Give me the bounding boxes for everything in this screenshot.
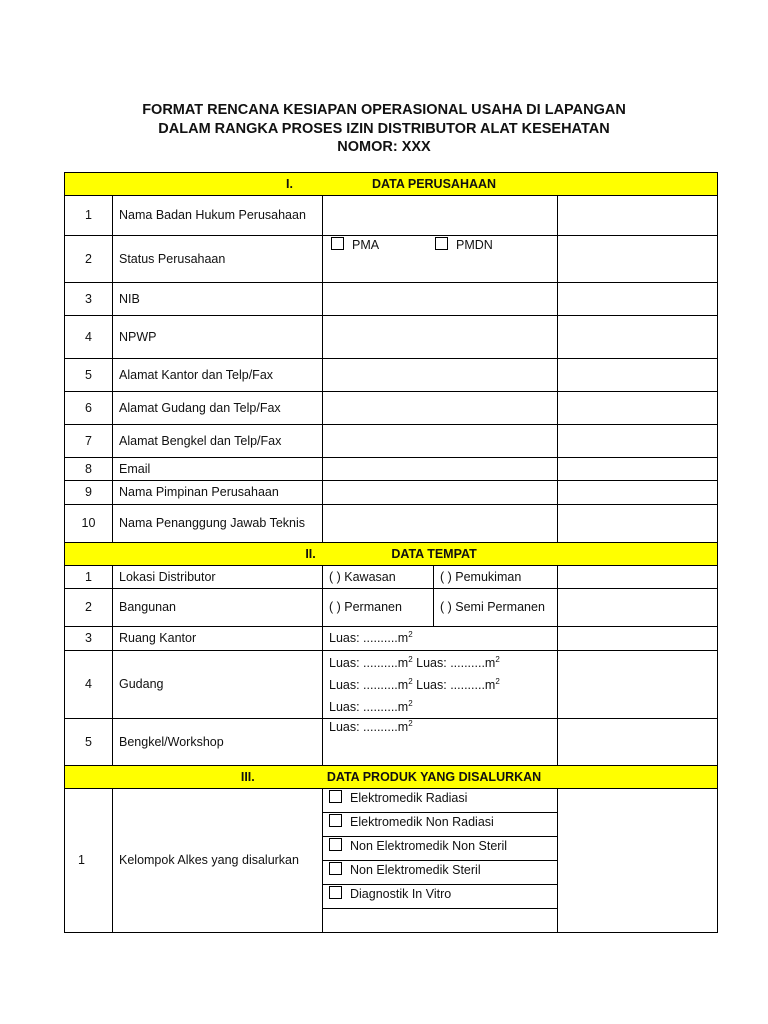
notes-cell[interactable] [558,627,718,651]
notes-cell[interactable] [558,481,718,505]
superscript: 2 [495,676,500,686]
superscript: 2 [408,719,413,728]
row-number: 3 [65,283,113,316]
option-label: Elektromedik Non Radiasi [350,815,494,829]
notes-cell[interactable] [558,425,718,458]
section-number: I. [285,176,293,191]
table-row [65,236,718,283]
row-label: Status Perusahaan [113,236,323,283]
row-number: 1 [65,196,113,236]
option-label: Diagnostik In Vitro [350,887,452,901]
section-title: DATA PERUSAHAAN [371,176,497,191]
notes-cell[interactable] [558,566,718,589]
notes-cell[interactable] [558,505,718,543]
row-number: 4 [65,651,113,719]
table-row [65,316,718,359]
table-row [65,651,718,719]
option-label: Elektromedik Radiasi [350,791,468,805]
table-row [65,719,718,766]
table-row [65,392,718,425]
input-cell[interactable] [323,505,558,543]
input-cell[interactable] [323,425,558,458]
row-number: 1 [65,566,113,589]
input-cell[interactable] [323,909,558,933]
section-number: II. [305,546,316,561]
row-label: Email [113,458,323,481]
row-label: NPWP [113,316,323,359]
row-label: Bengkel/Workshop [113,719,323,766]
notes-cell[interactable] [558,359,718,392]
notes-cell[interactable] [558,589,718,627]
notes-cell[interactable] [558,236,718,283]
luas-field[interactable] [323,719,558,766]
input-cell[interactable] [323,316,558,359]
row-label: NIB [113,283,323,316]
input-cell[interactable] [323,458,558,481]
superscript: 2 [495,654,500,664]
doc-title-line1: FORMAT RENCANA KESIAPAN OPERASIONAL USAHA DI LAPANGAN [142,102,626,118]
luas-text: Luas: ..........m [416,677,496,692]
checkbox-icon[interactable] [329,814,342,827]
section-header-data-tempat [65,543,718,566]
row-label: Alamat Gudang dan Telp/Fax [113,392,323,425]
row-number: 6 [65,392,113,425]
row-number: 2 [65,236,113,283]
checkbox-icon[interactable] [435,237,448,250]
section-title: DATA TEMPAT [391,546,477,561]
row-label: Nama Pimpinan Perusahaan [113,481,323,505]
notes-cell[interactable] [558,651,718,719]
row-number: 5 [65,359,113,392]
option-pma[interactable] [331,237,435,253]
table-row [65,359,718,392]
notes-cell[interactable] [558,196,718,236]
notes-cell[interactable] [558,789,718,933]
luas-text: Luas: ..........m [329,699,409,714]
input-cell[interactable] [323,359,558,392]
notes-cell[interactable] [558,719,718,766]
table-row [65,481,718,505]
option-non-elektromedik-steril[interactable] [323,861,558,885]
row-number: 7 [65,425,113,458]
luas-field[interactable] [323,627,558,651]
option-pmdn[interactable] [435,237,493,253]
row-number: 10 [65,505,113,543]
checkbox-icon[interactable] [329,862,342,875]
row-label: Ruang Kantor [113,627,323,651]
status-options-cell [323,236,558,283]
input-cell[interactable] [323,283,558,316]
option-kawasan[interactable]: ( ) Kawasan [323,566,434,589]
table-row [65,789,718,813]
row-number: 9 [65,481,113,505]
row-number: 3 [65,627,113,651]
row-label: Kelompok Alkes yang disalurkan [113,789,323,933]
notes-cell[interactable] [558,392,718,425]
input-cell[interactable] [323,392,558,425]
option-label: PMDN [456,238,493,252]
table-row [65,425,718,458]
luas-text: Luas: ..........m [329,720,409,734]
table-row [65,627,718,651]
option-elektromedik-non-radiasi[interactable] [323,813,558,837]
input-cell[interactable] [323,196,558,236]
superscript: 2 [408,698,413,708]
row-number: 1 [65,789,113,933]
table-row [65,458,718,481]
superscript: 2 [408,676,413,686]
option-label: Non Elektromedik Non Steril [350,839,508,853]
option-permanen[interactable]: ( ) Permanen [323,589,434,627]
superscript: 2 [408,630,413,639]
section-title: DATA PRODUK YANG DISALURKAN [326,769,542,784]
row-label: Nama Penanggung Jawab Teknis [113,505,323,543]
row-label: Lokasi Distributor [113,566,323,589]
row-label: Alamat Bengkel dan Telp/Fax [113,425,323,458]
row-label: Gudang [113,651,323,719]
row-label: Nama Badan Hukum Perusahaan [113,196,323,236]
row-label: Bangunan [113,589,323,627]
section-number: III. [240,769,255,784]
option-pemukiman[interactable]: ( ) Pemukiman [434,566,558,589]
checkbox-icon[interactable] [329,886,342,899]
luas-field-group[interactable] [323,651,558,719]
luas-text: Luas: ..........m [329,677,409,692]
luas-text: Luas: ..........m [329,631,409,645]
notes-cell[interactable] [558,316,718,359]
luas-text: Luas: ..........m [329,655,409,670]
row-number: 5 [65,719,113,766]
option-label: Non Elektromedik Steril [350,863,481,877]
table-row [65,589,718,627]
notes-cell[interactable] [558,283,718,316]
table-row [65,505,718,543]
option-diagnostik-in-vitro[interactable] [323,885,558,909]
checkbox-icon[interactable] [329,790,342,803]
section-header-data-produk [65,766,718,789]
doc-title-line2: DALAM RANGKA PROSES IZIN DISTRIBUTOR ALAT KESEHATAN [158,121,610,137]
row-number: 2 [65,589,113,627]
option-label: PMA [352,238,380,252]
checkbox-icon[interactable] [329,838,342,851]
option-elektromedik-radiasi[interactable] [323,789,558,813]
row-number: 4 [65,316,113,359]
table-row [65,566,718,589]
form-table [64,172,718,933]
input-cell[interactable] [323,481,558,505]
luas-text: Luas: ..........m [416,655,496,670]
option-semi-permanen[interactable]: ( ) Semi Permanen [434,589,558,627]
doc-title-line3: NOMOR: XXX [337,139,431,155]
table-row [65,196,718,236]
checkbox-icon[interactable] [331,237,344,250]
table-row [65,283,718,316]
row-label: Alamat Kantor dan Telp/Fax [113,359,323,392]
option-non-elektromedik-non-steril[interactable] [323,837,558,861]
superscript: 2 [408,654,413,664]
section-header-data-perusahaan [65,173,718,196]
notes-cell[interactable] [558,458,718,481]
row-number: 8 [65,458,113,481]
